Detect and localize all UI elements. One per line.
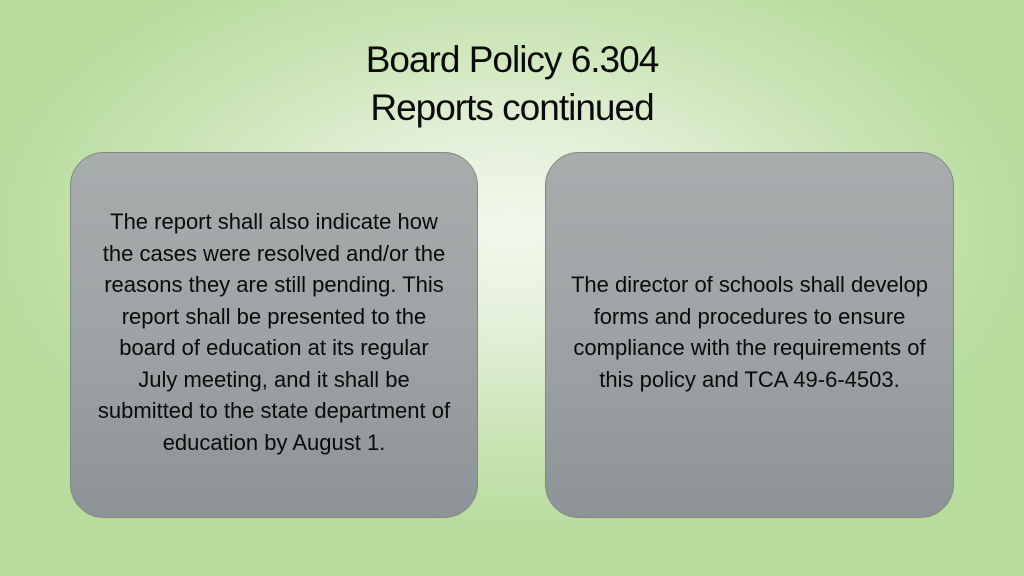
slide-title-line-2: Reports continued bbox=[370, 87, 654, 128]
director-procedures-text: The director of schools shall develop forms and procedures to ensure compliance with the requirements of this policy and TCA 49-6-4503. bbox=[570, 272, 929, 392]
slide-title bbox=[0, 36, 1024, 132]
report-details-panel bbox=[70, 152, 478, 518]
report-details-text: The report shall also indicate how the cases were resolved and/or the reasons they are still pending. This report shall be presented to the board of education at its regular July meeting, and it shall be submitted to the state department of education by August 1. bbox=[97, 209, 451, 455]
slide-title-line-1: Board Policy 6.304 bbox=[365, 39, 659, 80]
director-procedures-panel bbox=[545, 152, 954, 518]
